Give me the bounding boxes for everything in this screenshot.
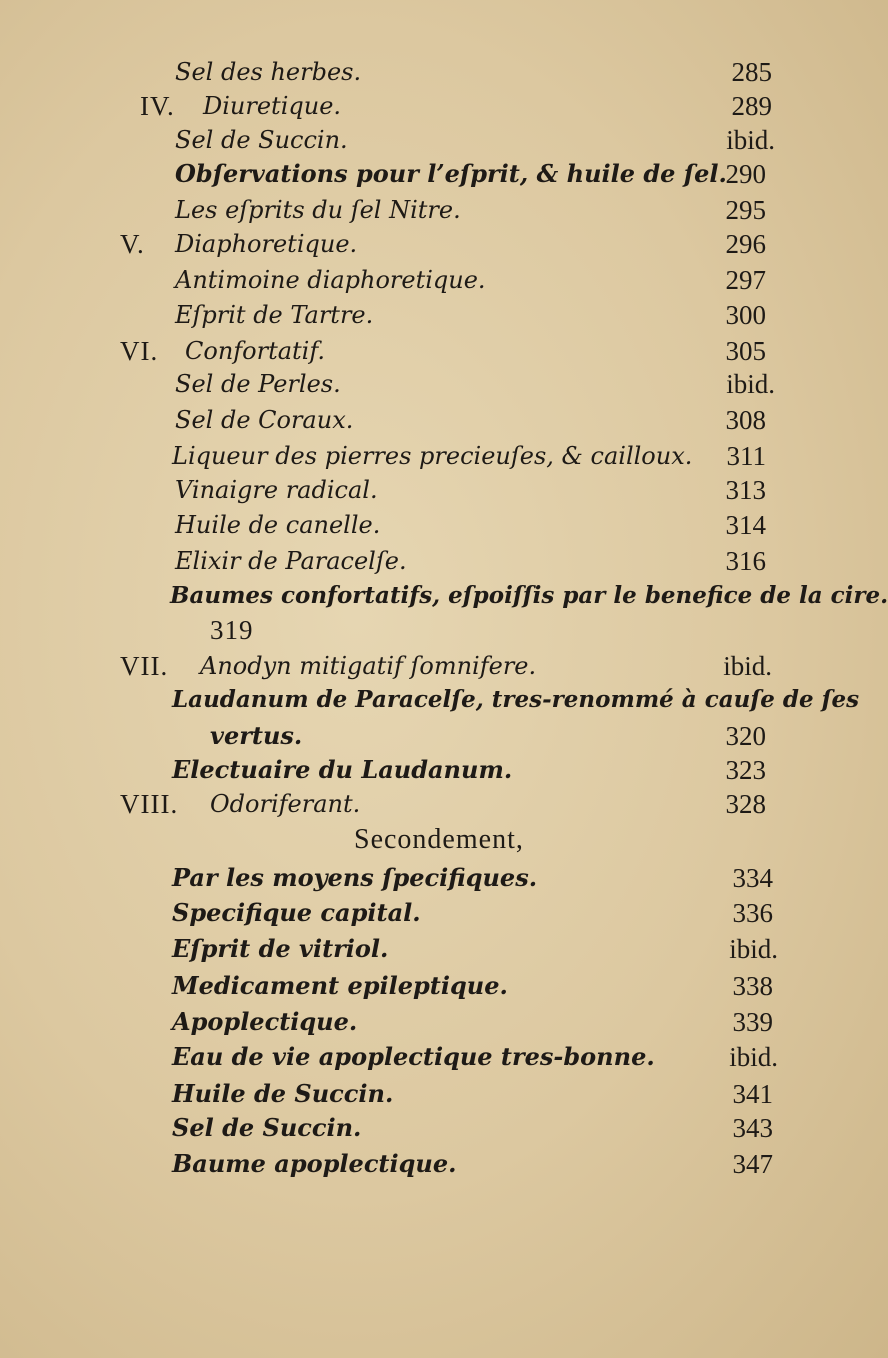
entry-text: Specifique capital. [172, 898, 421, 927]
entry-page: 308 [725, 405, 766, 435]
toc-entry [0, 895, 800, 931]
entry-page: 320 [725, 721, 766, 751]
entry-page: 314 [725, 510, 766, 540]
entry-text: Apoplectique. [172, 1007, 358, 1036]
toc-entry [0, 507, 800, 543]
toc-entry [0, 648, 800, 684]
toc-entry [0, 1004, 800, 1040]
toc-entry [0, 333, 800, 369]
entry-text: Electuaire du Laudanum. [172, 755, 513, 784]
entry-text: Sel de Perles. [175, 370, 341, 398]
toc-entry [0, 122, 800, 158]
entry-text: Diuretique. [203, 92, 342, 120]
entry-text: Sel des herbes. [175, 58, 362, 86]
toc-entry [0, 1146, 800, 1182]
entry-page: 328 [725, 789, 766, 819]
entry-text: Anodyn mitigatif ſomnifere. [200, 652, 537, 680]
entry-text: Diaphoretique. [175, 230, 358, 258]
entry-text: Eau de vie apoplectique tres-bonne. [172, 1042, 655, 1071]
section-heading: Secondement, [354, 824, 524, 855]
entry-page: 339 [732, 1007, 773, 1037]
section-number: V. [120, 229, 145, 259]
toc-entry [0, 931, 800, 967]
toc-entry [0, 1110, 800, 1146]
entry-page: 295 [725, 195, 766, 225]
entry-text: Par les moyens ſpecifiques. [172, 863, 538, 892]
entry-page: ibid. [729, 1042, 778, 1072]
entry-text: Confortatif. [185, 337, 326, 365]
entry-page: ibid. [726, 125, 775, 155]
toc-entry [0, 192, 800, 228]
toc-entry [0, 438, 800, 474]
toc-entry [0, 543, 800, 579]
entry-page: 323 [725, 755, 766, 785]
toc-entry [0, 366, 800, 402]
toc-entry [0, 718, 800, 754]
toc-entry [0, 156, 800, 192]
entry-page: 341 [732, 1079, 773, 1109]
toc-entry [0, 297, 800, 333]
entry-page: 289 [731, 91, 772, 121]
toc-entry [0, 752, 800, 788]
toc-entry [0, 968, 800, 1004]
entry-page: 300 [725, 300, 766, 330]
entry-page: 347 [732, 1149, 773, 1179]
entry-text: Obſervations pour l’eſprit, & huile de ſel. [175, 159, 727, 188]
toc-entry [0, 1076, 800, 1112]
entry-text: Sel de Succin. [172, 1113, 362, 1142]
toc-entry [0, 682, 860, 718]
entry-text: Elixir de Paracelſe. [175, 547, 407, 575]
entry-page: ibid. [723, 651, 772, 681]
toc-entry [0, 612, 800, 648]
entry-text: Baumes confortatifs, eſpoiſſis par le benefice de la cire. [170, 582, 888, 609]
toc-entry [0, 226, 800, 262]
entry-text: Les eſprits du ſel Nitre. [175, 196, 461, 224]
entry-page: 343 [732, 1113, 773, 1143]
entry-page: 311 [726, 441, 766, 471]
entry-text: Antimoine diaphoretique. [175, 266, 486, 294]
entry-page: 316 [725, 546, 766, 576]
section-number: VIII. [120, 789, 179, 819]
entry-page: 285 [731, 57, 772, 87]
entry-text: Odoriferant. [210, 790, 361, 818]
toc-entry [0, 786, 800, 822]
entry-text: Liqueur des pierres precieuſes, & cailloux. [172, 442, 693, 470]
entry-text: Sel de Succin. [175, 126, 348, 154]
entry-page: ibid. [726, 369, 775, 399]
entry-page: ibid. [729, 934, 778, 964]
entry-text: Eſprit de vitriol. [172, 934, 389, 963]
toc-entry [0, 860, 800, 896]
entry-text: Sel de Coraux. [175, 406, 354, 434]
entry-page: 336 [732, 898, 773, 928]
entry-text: Huile de canelle. [175, 511, 381, 539]
section-number: VI. [120, 336, 159, 366]
entry-text: Medicament epileptique. [172, 971, 508, 1000]
entry-page: 290 [725, 159, 766, 189]
toc-entry [0, 54, 800, 90]
toc-entry [0, 402, 800, 438]
toc-entry [0, 472, 800, 508]
entry-page: 305 [725, 336, 766, 366]
entry-page: 296 [725, 229, 766, 259]
entry-text: Huile de Succin. [172, 1079, 394, 1108]
entry-page: 338 [732, 971, 773, 1001]
entry-text: vertus. [210, 721, 303, 750]
section-number: IV. [140, 91, 175, 121]
entry-page: 313 [725, 475, 766, 505]
toc-entry [0, 1039, 800, 1075]
entry-page: 297 [725, 265, 766, 295]
entry-text: Vinaigre radical. [175, 476, 378, 504]
entry-text: Laudanum de Paracelſe, tres-renommé à cauſe de ſes [172, 686, 860, 713]
section-number: VII. [120, 651, 169, 681]
entry-page: 319 [210, 615, 254, 645]
entry-page: 334 [732, 863, 773, 893]
section-heading-line [0, 822, 800, 858]
toc-entry [0, 88, 800, 124]
toc-entry [0, 262, 800, 298]
toc-entry [0, 578, 888, 614]
entry-text: Baume apoplectique. [172, 1149, 457, 1178]
entry-text: Eſprit de Tartre. [175, 301, 374, 329]
